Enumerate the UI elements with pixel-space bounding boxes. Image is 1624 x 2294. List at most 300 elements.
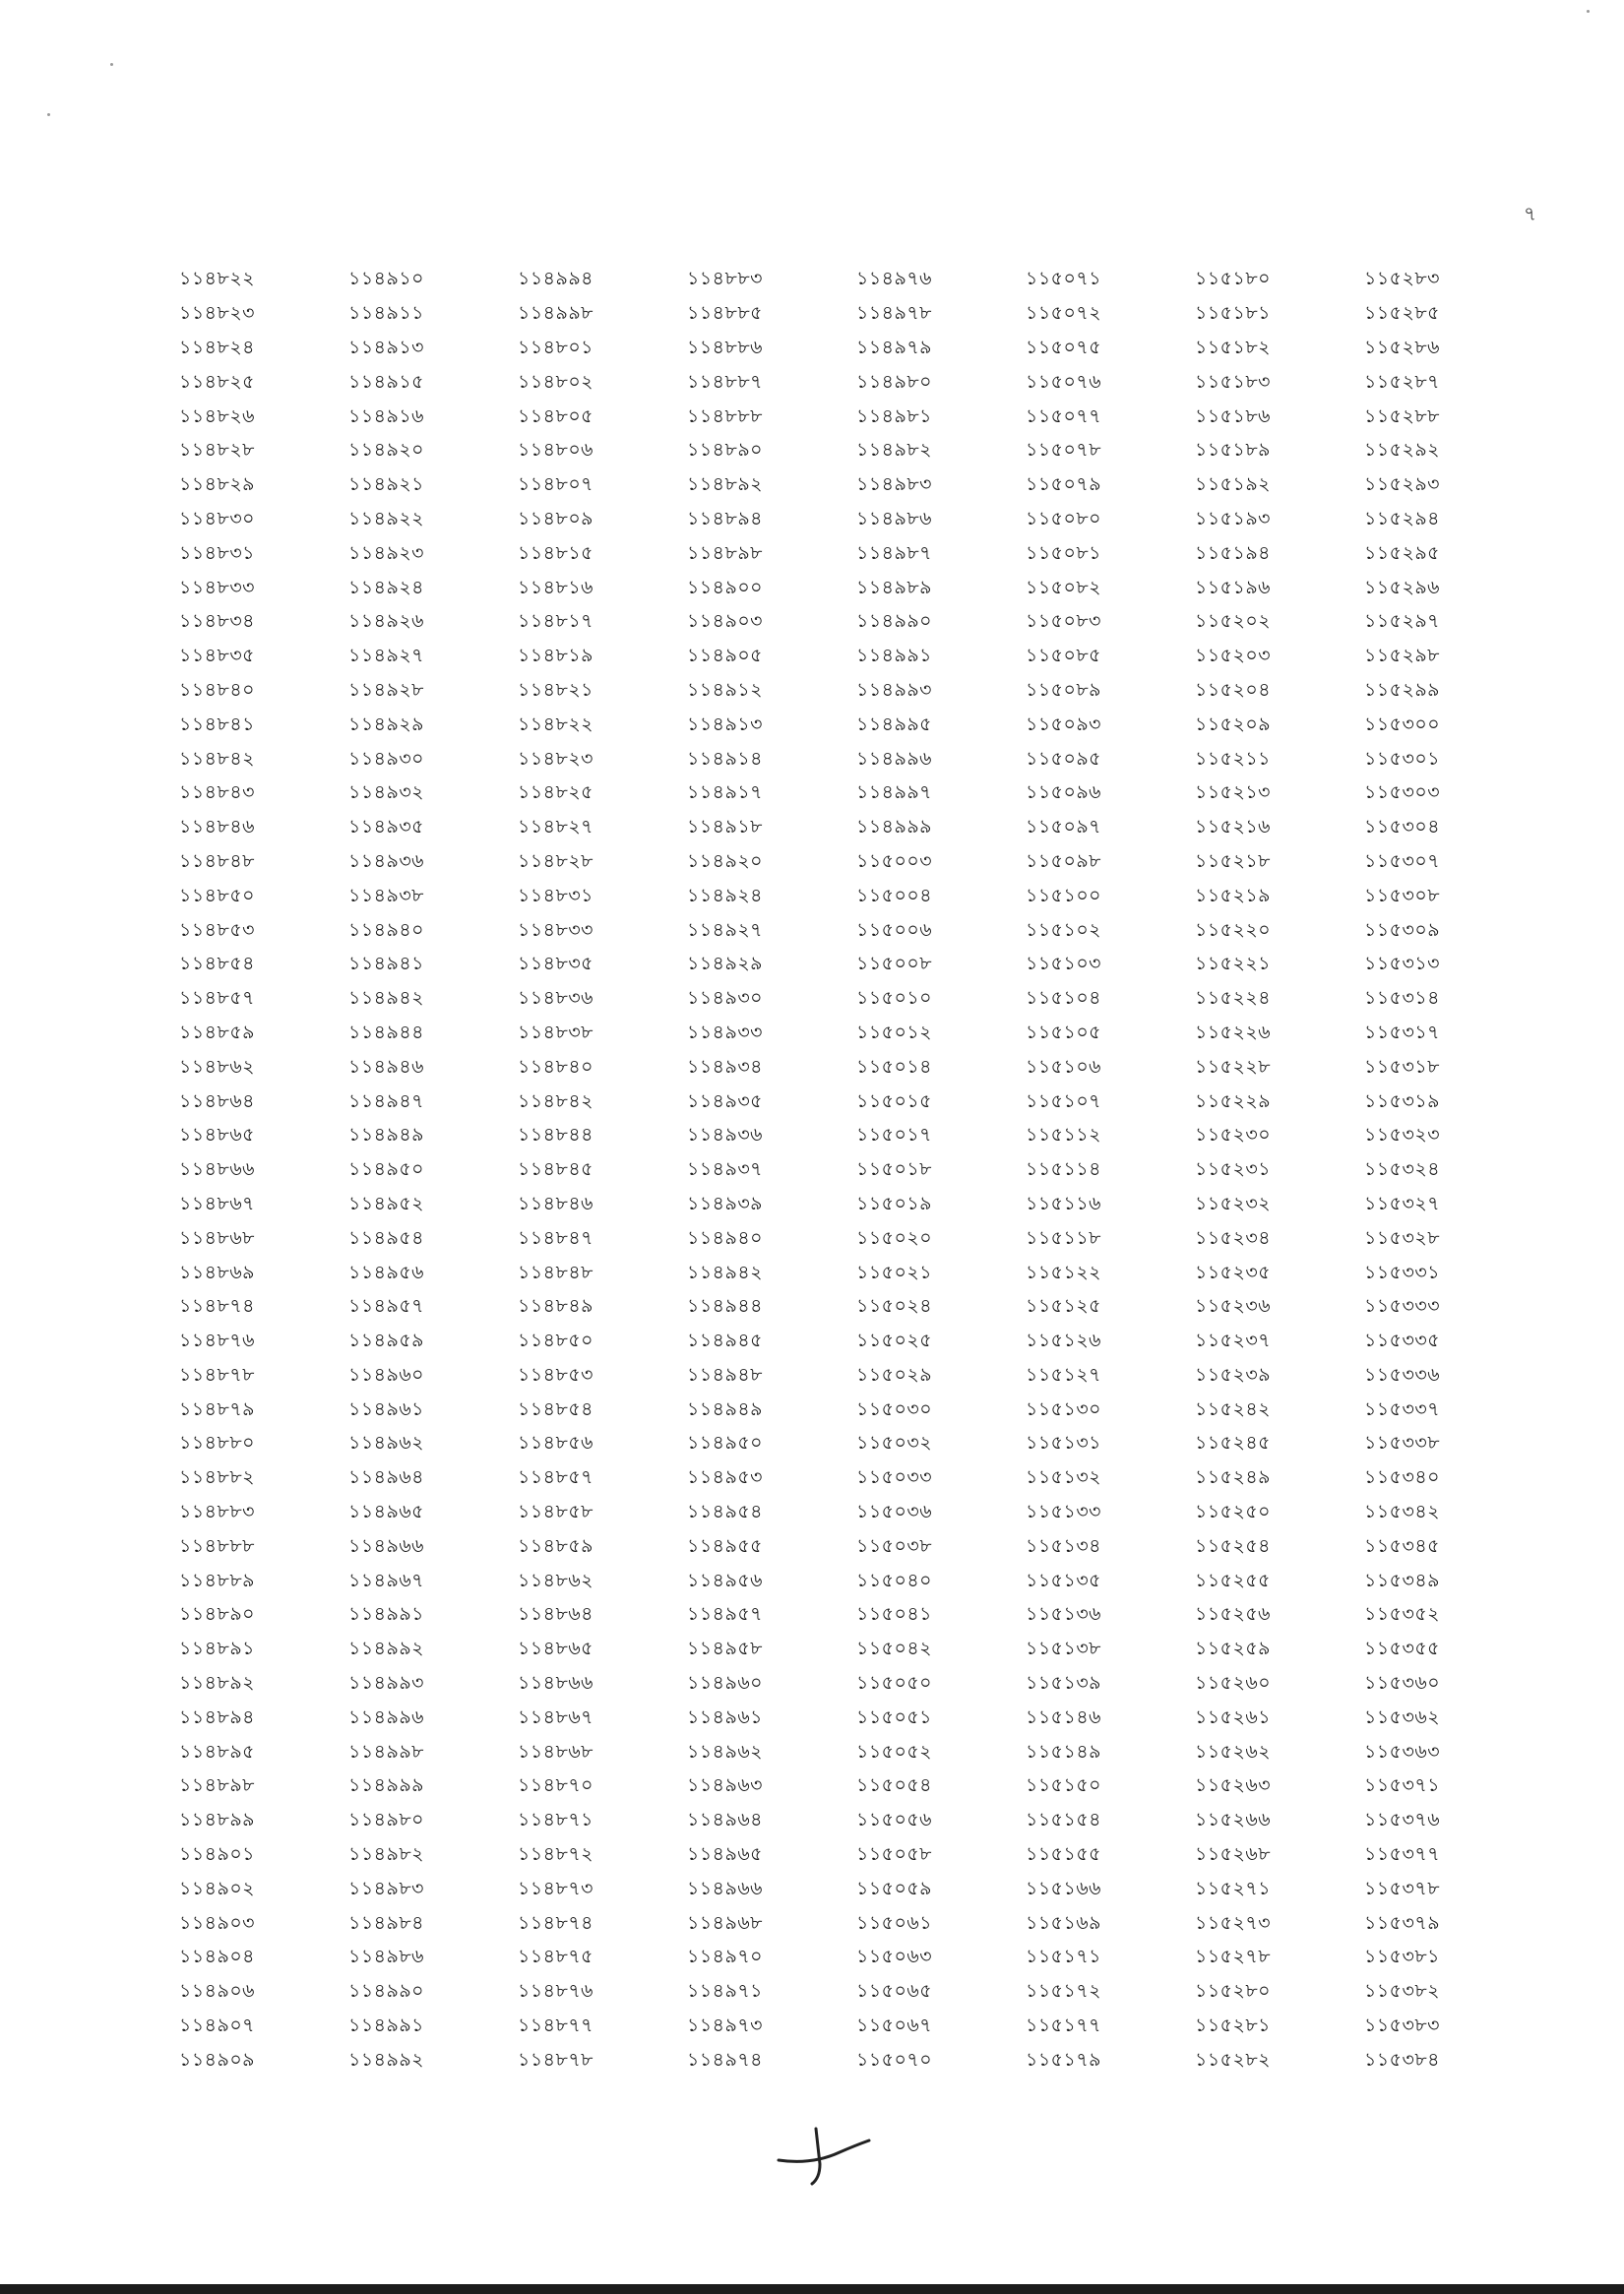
roll-number-cell: ১১৫২৫৫ [1195,1569,1271,1591]
roll-number-cell: ১১৫০১৭ [856,1124,933,1147]
roll-number-cell: ১১৫০৫৪ [856,1774,932,1797]
roll-number-cell: ১১৫৩২৩ [1364,1124,1441,1147]
roll-number-cell: ১১৪৮৫৯ [518,1534,593,1557]
roll-number-cell: ১১৪৯৫৯ [348,1330,424,1352]
roll-number-cell: ১১৪৯৯৮ [348,1740,424,1763]
roll-number-cell: ১১৪৯৯৫ [856,713,932,735]
roll-number-cell: ১১৫৩৪৫ [1364,1534,1440,1557]
roll-number-cell: ১১৪৯৯৩ [856,678,932,701]
roll-number-cell: ১১৫২০৯ [1195,713,1272,735]
roll-number-cell: ১১৫৩৮২ [1364,1980,1441,2003]
roll-number-cell: ১১৪৯১৪ [687,747,763,770]
roll-number-cell: ১১৪৯৬২ [687,1740,764,1763]
roll-number-cell: ১১৫১৬৯ [1026,1911,1101,1934]
roll-number-cell: ১১৪৯৫৫ [687,1534,763,1557]
scan-speck [110,63,113,66]
roll-number-cell: ১১৫০৮০ [1026,507,1102,529]
roll-number-cell: ১১৪৮২২ [518,713,594,735]
roll-number-cell: ১১৫০১০ [856,987,933,1010]
roll-number-cell: ১১৪৮৭৫ [518,1946,593,1968]
roll-number-cell: ১১৪৯৩৬ [348,849,425,872]
roll-number-cell: ১১৪৮৫৮ [518,1501,593,1523]
roll-number-cell: ১১৪৮৫৯ [179,1021,255,1043]
roll-number-cell: ১১৫১৩৬ [1026,1603,1102,1626]
roll-number-cell: ১১৪৮২৫ [518,781,593,804]
roll-number-cell: ১১৫০৩০ [856,1397,933,1420]
roll-number-cell: ১১৪৯০৩ [687,610,764,633]
roll-number-cell: ১১৫৩০১ [1364,747,1441,770]
roll-number-cell: ১১৪৯৬৬ [687,1877,764,1899]
roll-number-cell: ১১৪৮৪০ [518,1055,593,1078]
roll-number-cell: ১১৪৯৭১ [687,1980,763,2003]
roll-number-cell: ১১৪৯৬৫ [687,1843,763,1866]
roll-number-cell: ১১৫২২৪ [1195,987,1272,1010]
roll-number-cell: ১১৪৮৬৮ [518,1740,593,1763]
roll-number-cell: ১১৪৯৭৬ [856,268,933,290]
roll-number-cell: ১১৪৮৬৪ [518,1603,593,1626]
roll-number-cell: ১১৫১৫০ [1026,1774,1101,1797]
roll-number-cell: ১১৫১১৬ [1026,1192,1101,1214]
roll-number-cell: ১১৪৮৬৮ [179,1226,255,1249]
roll-number-cell: ১১৫১৩৪ [1026,1534,1101,1557]
roll-number-cell: ১১৪৯১৭ [687,781,763,804]
roll-number-cell: ১১৫১৩১ [1026,1432,1101,1455]
roll-number-cell: ১১৪৯৫৮ [687,1638,763,1660]
roll-number-cell: ১১৪৮০১ [518,336,593,358]
roll-number-cell: ১১৪৯৫৩ [687,1466,763,1489]
roll-number-cell: ১১৫০৮৫ [1026,645,1101,667]
roll-number-cell: ১১৪৯১৩ [348,336,424,358]
roll-number-cell: ১১৫২৬২ [1195,1740,1272,1763]
roll-number-cell: ১১৫১৭৭ [1026,2015,1102,2037]
roll-number-cell: ১১৫১২২ [1026,1261,1102,1283]
roll-number-cell: ১১৫০৭৭ [1026,404,1102,427]
roll-number-cell: ১১৪৯০০ [687,576,764,598]
roll-number-cell: ১১৪৯৭০ [687,1946,764,1968]
roll-number-cell: ১১৪৮৯২ [687,473,763,496]
roll-number-cell: ১১৫০১৮ [856,1158,932,1181]
roll-number-cell: ১১৫০৫০ [856,1672,933,1695]
roll-number-cell: ১১৪৮৪৮ [179,849,255,872]
roll-number-cell: ১১৫১৩৮ [1026,1638,1101,1660]
roll-number-cell: ১১৫১৯২ [1195,473,1271,496]
roll-number-cell: ১১৫৩২৮ [1364,1226,1441,1249]
roll-number-cell: ১১৫৩৪৯ [1364,1569,1440,1591]
roll-number-cell: ১১৪৮৭০ [518,1774,594,1797]
roll-number-cell: ১১৪৮৯৯ [179,1809,255,1831]
roll-number-cell: ১১৫২৩৯ [1195,1363,1272,1386]
roll-number-cell: ১১৪৮৫০ [179,884,255,906]
roll-number-cell: ১১৪৯৬৭ [348,1569,425,1591]
roll-number-cell: ১১৪৯৫৭ [687,1603,763,1626]
roll-number-cell: ১১৪৮৬৭ [518,1705,594,1728]
roll-number-cell: ১১৫৩১৯ [1364,1089,1440,1112]
roll-number-cell: ১১৫১৩৯ [1026,1672,1101,1695]
roll-number-cell: ১১৫২৮১ [1195,2015,1271,2037]
roll-number-cell: ১১৪৯২৭ [687,918,764,941]
roll-number-cell: ১১৫০৪০ [856,1569,933,1591]
roll-number-cell: ১১৫০৮২ [1026,576,1102,598]
roll-number-cell: ১১৪৮৭৩ [518,1877,594,1899]
roll-number-cell: ১১৫০৪২ [856,1638,933,1660]
roll-number-cell: ১১৫৩২৭ [1364,1192,1441,1214]
roll-number-cell: ১১৪৮৭২ [518,1843,594,1866]
roll-number-cell: ১১৫২৪৫ [1195,1432,1271,1455]
roll-number-cell: ১১৪৮৮৯ [179,1569,255,1591]
roll-number-cell: ১১৪৮৩৩ [518,918,594,941]
roll-number-cell: ১১৫১২৭ [1026,1363,1102,1386]
roll-number-cell: ১১৪৮৮৮ [687,404,763,427]
roll-number-cell: ১১৪৮৯০ [179,1603,255,1626]
roll-number-cell: ১১৪৯৩৬ [687,1124,764,1147]
roll-number-cell: ১১৫১০০ [1026,884,1102,906]
roll-number-cell: ১১৫১৯৪ [1195,541,1271,564]
roll-number-cell: ১১৪৯৪৬ [348,1055,424,1078]
roll-number-cell: ১১৪৯৯৯ [856,816,932,838]
roll-number-cell: ১১৪৮৯৪ [179,1705,255,1728]
roll-number-cell: ১১৫৩০০ [1364,713,1441,735]
roll-number-cell: ১১৪৯৭৪ [687,2048,763,2071]
roll-number-cell: ১১৫০৩৩ [856,1466,933,1489]
roll-number-cell: ১১৪৮৬৬ [518,1672,594,1695]
roll-number-cell: ১১৫২২১ [1195,953,1272,975]
roll-number-cell: ১১৫৩৮৩ [1364,2015,1441,2037]
roll-number-cell: ১১৫১৮৯ [1195,439,1271,462]
roll-number-cell: ১১৫০৪১ [856,1603,932,1626]
roll-number-cell: ১১৫৩১৩ [1364,953,1441,975]
roll-number-cell: ১১৪৯৬০ [687,1672,764,1695]
roll-number-cell: ১১৪৮৮৮ [179,1534,255,1557]
roll-number-cell: ১১৫২৯৫ [1364,541,1440,564]
roll-number-cell: ১১৫২৫৬ [1195,1603,1272,1626]
roll-number-cell: ১১৫৩৩৫ [1364,1330,1441,1352]
roll-number-cell: ১১৪৯০৫ [687,645,763,667]
roll-number-cell: ১১৫৩৭৯ [1364,1911,1441,1934]
roll-number-cell: ১১৪৯২৬ [348,610,425,633]
roll-number-cell: ১১৫২৩০ [1195,1124,1272,1147]
roll-number-cell: ১১৫৩৮৪ [1364,2048,1440,2071]
roll-number-cell: ১১৪৯৯০ [348,1980,424,2003]
roll-number-cell: ১১৪৯২৪ [687,884,763,906]
roll-number-cell: ১১৪৯৫৬ [687,1569,763,1591]
roll-number-cell: ১১৪৮৫৭ [518,1466,593,1489]
roll-number-cell: ১১৪৯১২ [687,678,763,701]
roll-number-cell: ১১৪৯১১ [348,302,424,325]
roll-number-cell: ১১৪৮৮৬ [687,336,763,358]
roll-number-cell: ১১৪৯৪৪ [687,1295,763,1318]
roll-number-cell: ১১৫১০৬ [1026,1055,1102,1078]
roll-number-cell: ১১৫০১৫ [856,1089,932,1112]
roll-number-cell: ১১৪৮২২ [179,268,256,290]
roll-number-cell: ১১৪৮২৬ [179,404,256,427]
roll-number-cell: ১১৪৮৭৮ [179,1363,255,1386]
roll-number-cell: ১১৪৯৮০ [348,1809,424,1831]
roll-number-cell: ১১৫২৬০ [1195,1672,1272,1695]
roll-number-cell: ১১৫৩১৪ [1364,987,1440,1010]
roll-number-cell: ১১৫২৩৪ [1195,1226,1272,1249]
roll-number-cell: ১১৫০২০ [856,1226,933,1249]
roll-number-cell: ১১৪৮৫৭ [179,987,255,1010]
roll-number-cell: ১১৪৯৬০ [348,1363,425,1386]
roll-number-cell: ১১৪৮৯৫ [179,1740,255,1763]
roll-number-cell: ১১৪৯১৬ [348,404,424,427]
roll-number-cell: ১১৫০৬৩ [856,1946,933,1968]
roll-number-cell: ১১৪৮৭৯ [179,1397,255,1420]
roll-number-cell: ১১৫১৩০ [1026,1397,1102,1420]
roll-number-cell: ১১৫০৭৯ [1026,473,1102,496]
roll-number-cell: ১১৪৮০২ [518,370,594,393]
roll-number-cell: ১১৫৩২৪ [1364,1158,1441,1181]
roll-number-cell: ১১৪৯৪০ [687,1226,763,1249]
roll-number-cell: ১১৫০৩২ [856,1432,933,1455]
roll-number-cell: ১১৪৯৩৯ [687,1192,763,1214]
roll-number-cell: ১১৪৯৪৭ [348,1089,424,1112]
roll-number-cell: ১১৫২১৬ [1195,816,1272,838]
roll-number-cell: ১১৫২০৪ [1195,678,1272,701]
roll-number-cell: ১১৪৯৭৮ [856,302,932,325]
roll-number-cell: ১১৪৮৪২ [179,747,255,770]
roll-number-cell: ১১৪৯০৯ [179,2048,255,2071]
roll-number-cell: ১১৪৯৩৪ [687,1055,763,1078]
roll-number-cell: ১১৪৮৭৭ [518,2015,594,2037]
roll-number-cell: ১১৫৩৭৬ [1364,1809,1441,1831]
roll-number-cell: ১১৫০২৯ [856,1363,933,1386]
roll-number-cell: ১১৫১৭২ [1026,1980,1102,2003]
roll-number-cell: ১১৪৯২২ [348,507,425,529]
roll-number-cell: ১১৫৩০৩ [1364,781,1441,804]
roll-number-cell: ১১৫৩০৯ [1364,918,1441,941]
roll-number-cell: ১১৫৩৬০ [1364,1672,1441,1695]
roll-number-cell: ১১৪৯৪২ [687,1261,763,1283]
roll-number-cell: ১১৪৮৩৪ [179,610,255,633]
roll-number-cell: ১১৪৯০৭ [179,2015,256,2037]
roll-number-cell: ১১৫১০৩ [1026,953,1102,975]
roll-number-cell: ১১৫২৮৭ [1364,370,1441,393]
roll-number-cell: ১১৪৯৪৯ [348,1124,424,1147]
roll-number-cell: ১১৫৩৩৭ [1364,1397,1441,1420]
roll-number-cell: ১১৪৯৫২ [348,1192,424,1214]
roll-number-cell: ১১৪৯৩০ [348,747,425,770]
roll-number-cell: ১১৪৮৩৩ [179,576,256,598]
roll-number-cell: ১১৫১০৭ [1026,1089,1102,1112]
roll-number-cell: ১১৫১১৪ [1026,1158,1101,1181]
roll-number-cell: ১১৫০১৯ [856,1192,932,1214]
roll-number-cell: ১১৫২৩৫ [1195,1261,1272,1283]
roll-number-cell: ১১৪৯২০ [348,439,425,462]
roll-number-cell: ১১৪৯৫০ [687,1432,763,1455]
roll-number-cell: ১১৫২৩৭ [1195,1330,1272,1352]
roll-number-cell: ১১৪৮৯৪ [687,507,763,529]
roll-number-cell: ১১৫২৯৩ [1364,473,1441,496]
roll-number-cell: ১১৪৮৫৬ [518,1432,593,1455]
roll-number-cell: ১১৪৯০২ [179,1877,256,1899]
roll-number-cell: ১১৪৯০৬ [179,1980,256,2003]
page-number: ৭ [1524,202,1537,225]
roll-number-cell: ১১৫০০৩ [856,849,933,872]
roll-number-cell: ১১৪৮৮৭ [687,370,763,393]
roll-number-cell: ১১৫০৭২ [1026,302,1102,325]
roll-number-cell: ১১৫২১৮ [1195,849,1271,872]
roll-number-cell: ১১৫১৮৩ [1195,370,1271,393]
roll-number-cell: ১১৫০১২ [856,1021,933,1043]
roll-number-cell: ১১৪৯৯২ [348,1638,424,1660]
roll-number-cell: ১১৫০৩৮ [856,1534,933,1557]
roll-number-cell: ১১৪৮০৬ [518,439,594,462]
roll-number-cell: ১১৪৯১৮ [687,816,763,838]
roll-number-cell: ১১৫১৫৪ [1026,1809,1101,1831]
roll-number-cell: ১১৫০৮১ [1026,541,1101,564]
roll-number-cell: ১১৪৮৯২ [179,1672,255,1695]
roll-number-cell: ১১৪৮৫৩ [179,918,255,941]
roll-number-cell: ১১৫১৭৯ [1026,2048,1101,2071]
roll-number-cell: ১১৫১০৫ [1026,1021,1101,1043]
roll-number-cell: ১১৪৮৪৪ [518,1124,593,1147]
roll-number-cell: ১১৪৮৫৪ [179,953,255,975]
roll-number-cell: ১১৪৮৩৫ [179,645,255,667]
roll-number-cell: ১১৫২৫০ [1195,1501,1272,1523]
roll-number-cell: ১১৪৯৮২ [348,1843,424,1866]
roll-number-cell: ১১৪৮২৪ [179,336,255,358]
roll-number-cell: ১১৫২৬৮ [1195,1843,1272,1866]
roll-number-cell: ১১৪৮১৭ [518,610,593,633]
roll-number-cell: ১১৪৮৭৬ [179,1330,256,1352]
roll-number-cell: ১১৫৩৩১ [1364,1261,1441,1283]
roll-number-cell: ১১৪৮৬২ [518,1569,594,1591]
roll-number-cell: ১১৪৮৪৯ [518,1295,593,1318]
roll-number-cell: ১১৪৯২৭ [348,645,425,667]
roll-number-cell: ১১৫১০২ [1026,918,1102,941]
roll-number-cell: ১১৫৩৩৩ [1364,1295,1441,1318]
roll-number-cell: ১১৫১৯৩ [1195,507,1271,529]
roll-number-cell: ১১৫১৮৬ [1195,404,1271,427]
roll-number-cell: ১১৫১৪৬ [1026,1705,1101,1728]
roll-number-cell: ১১৫১৮২ [1195,336,1271,358]
roll-number-cell: ১১৫২৭১ [1195,1877,1272,1899]
roll-number-cell: ১১৪৮০৭ [518,473,594,496]
roll-number-cell: ১১৪৮৯৮ [687,541,763,564]
roll-number-cell: ১১৫০৬৫ [856,1980,933,2003]
roll-number-cell: ১১৪৮৪৬ [179,816,255,838]
roll-number-cell: ১১৪৯৮৬ [856,507,932,529]
roll-number-cell: ১১৫৩৫৫ [1364,1638,1440,1660]
roll-number-cell: ১১৪৯৯৬ [348,1705,424,1728]
roll-number-cell: ১১৪৯২১ [348,473,424,496]
roll-number-cell: ১১৫২৮৮ [1364,404,1440,427]
roll-number-cell: ১১৫৩৬৩ [1364,1740,1441,1763]
roll-number-cell: ১১৪৮৬২ [179,1055,256,1078]
roll-number-cell: ১১৫০৬১ [856,1911,933,1934]
roll-number-cell: ১১৫৩৮১ [1364,1946,1440,1968]
scan-speck [1587,10,1590,13]
roll-number-cell: ১১৪৯১৩ [687,713,763,735]
roll-number-cell: ১১৫১১২ [1026,1124,1101,1147]
roll-number-cell: ১১৪৯১০ [348,268,424,290]
roll-number-cell: ১১৫৩১৮ [1364,1055,1440,1078]
roll-number-cell: ১১৪৮২৩ [518,747,594,770]
roll-number-cell: ১১৫১২৫ [1026,1295,1101,1318]
roll-number-cell: ১১৫৩৫২ [1364,1603,1441,1626]
roll-number-cell: ১১৫০১৪ [856,1055,932,1078]
roll-number-cell: ১১৫২৬৬ [1195,1809,1272,1831]
roll-number-cell: ১১৪৯৬১ [687,1705,763,1728]
roll-number-cell: ১১৫১৫৫ [1026,1843,1101,1866]
roll-number-cell: ১১৫৩৬২ [1364,1705,1441,1728]
roll-number-cell: ১১৪৯৬৪ [348,1466,424,1489]
roll-number-cell: ১১৫২৩১ [1195,1158,1272,1181]
roll-number-cell: ১১৪৯৪৫ [687,1330,763,1352]
roll-number-cell: ১১৫৩৪২ [1364,1501,1441,1523]
roll-number-cell: ১১৪৮৬৬ [179,1158,256,1181]
roll-number-cell: ১১৪৮৪৭ [518,1226,593,1249]
roll-number-cell: ১১৫০৩৬ [856,1501,933,1523]
roll-number-cell: ১১৫৩৭১ [1364,1774,1441,1797]
roll-number-cell: ১১৪৯৮৭ [856,541,932,564]
roll-number-cell: ১১৫২১১ [1195,747,1271,770]
roll-number-cell: ১১৪৯৬৮ [687,1911,763,1934]
roll-number-cell: ১১৪৮২৮ [179,439,255,462]
roll-number-cell: ১১৪৯৯৬ [856,747,932,770]
roll-number-cell: ১১৪৯৪২ [348,987,424,1010]
roll-number-cell: ১১৫৩৩৬ [1364,1363,1441,1386]
roll-number-cell: ১১৫১৩৫ [1026,1569,1101,1591]
roll-number-cell: ১১৫০৭৮ [1026,439,1102,462]
roll-number-cell: ১১৫১৬৬ [1026,1877,1102,1899]
roll-number-cell: ১১৫২০৩ [1195,645,1272,667]
roll-number-cell: ১১৪৯১৫ [348,370,424,393]
roll-number-cell: ১১৪৮৩৬ [518,987,594,1010]
roll-number-cell: ১১৫০৫৬ [856,1809,933,1831]
roll-number-cell: ১১৫০৬৭ [856,2015,933,2037]
roll-number-cell: ১১৫১৩৩ [1026,1501,1102,1523]
roll-number-cell: ১১৪৯৫৪ [348,1226,424,1249]
roll-number-cell: ১১৫২৯৭ [1364,610,1441,633]
roll-number-cell: ১১৪৯২৮ [348,678,424,701]
roll-number-cell: ১১৫৩১৭ [1364,1021,1441,1043]
roll-number-cell: ১১৪৯৩৮ [348,884,424,906]
roll-number-cell: ১১৫৩৭৮ [1364,1877,1441,1899]
roll-number-cell: ১১৫২৮৩ [1364,268,1441,290]
roll-number-cell: ১১৫২৩২ [1195,1192,1272,1214]
roll-number-cell: ১১৪৯৯৭ [856,781,932,804]
roll-number-cell: ১১৫০৫২ [856,1740,933,1763]
roll-number-cell: ১১৪৯৬২ [348,1432,425,1455]
roll-number-cell: ১১৪৯৮০ [856,370,932,393]
roll-number-cell: ১১৪৯৮৩ [856,473,932,496]
roll-number-cell: ১১৪৮৩৫ [518,953,593,975]
roll-number-cell: ১১৫০৭১ [1026,268,1102,290]
roll-number-cell: ১১৪৯৮২ [856,439,932,462]
roll-number-cell: ১১৪৮৩০ [179,507,256,529]
roll-number-cell: ১১৪৯৯১ [348,1603,424,1626]
roll-number-cell: ১১৪৯৪১ [348,953,424,975]
roll-number-cell: ১১৫২৯৬ [1364,576,1441,598]
roll-number-cell: ১১৪৮৬৫ [518,1638,593,1660]
roll-number-cell: ১১৪৮৪৩ [179,781,255,804]
roll-number-cell: ১১৪৮৬৫ [179,1124,255,1147]
roll-number-cell: ১১৪৯৫৪ [687,1501,763,1523]
roll-number-cell: ১১৪৮২৫ [179,370,255,393]
roll-number-cell: ১১৫১১৮ [1026,1226,1101,1249]
roll-number-cell: ১১৪৯৩৫ [348,816,424,838]
roll-number-cell: ১১৫২১৯ [1195,884,1271,906]
roll-number-cell: ১১৪৮৪০ [179,678,255,701]
roll-number-cell: ১১৪৯৯১ [856,645,932,667]
roll-number-cell: ১১৪৮৫৩ [518,1363,593,1386]
roll-number-cell: ১১৫১৮০ [1195,268,1271,290]
roll-number-cell: ১১৫২১৩ [1195,781,1272,804]
roll-number-cell: ১১৫০৫৮ [856,1843,932,1866]
roll-number-cell: ১১৫২৮৫ [1364,302,1440,325]
